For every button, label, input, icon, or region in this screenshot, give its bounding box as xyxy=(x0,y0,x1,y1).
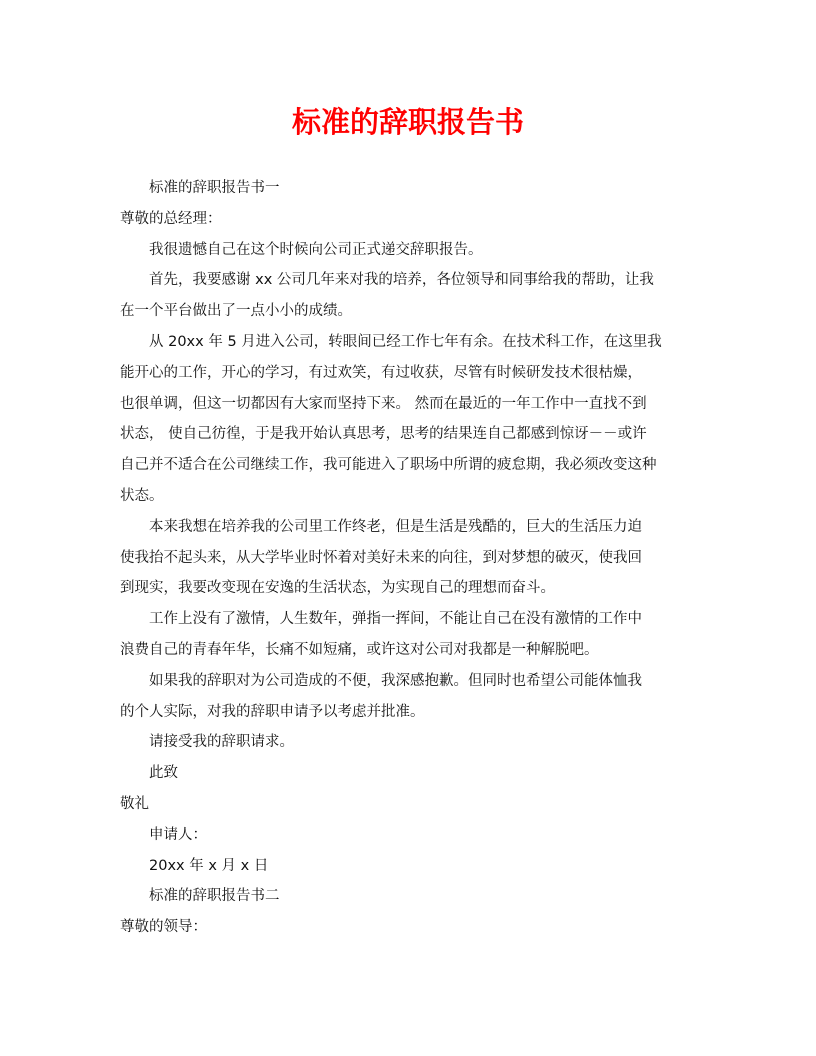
salutation-1: 尊敬的总经理： xyxy=(120,210,222,227)
date-line: 20xx 年 x 月 x 日 xyxy=(149,857,269,874)
paragraph-6 xyxy=(120,666,700,728)
paragraph-4 xyxy=(120,512,700,604)
paragraph-line: 也很单调，但这一切都因有大家而坚持下来。 然而在最近的一年工作中一直找不到 xyxy=(120,395,647,412)
paragraph-line: 能开心的工作，开心的学习，有过欢笑，有过收获，尽管有时候研发技术很枯燥， xyxy=(120,364,642,381)
paragraph-line: 自己并不适合在公司继续工作，我可能进入了职场中所谓的疲怠期，我必须改变这种 xyxy=(120,457,657,474)
paragraph-line: 在一个平台做出了一点小小的成绩。 xyxy=(120,303,352,320)
section-heading-2: 标准的辞职报告书二 xyxy=(149,888,280,905)
document-body xyxy=(120,173,700,943)
paragraph-line: 工作上没有了激情，人生数年，弹指一挥间，不能让自己在没有激情的工作中 xyxy=(149,611,642,628)
applicant-label: 申请人： xyxy=(149,826,207,843)
section-heading-1: 标准的辞职报告书一 xyxy=(149,180,280,196)
paragraph-line: 状态， 使自己彷徨，于是我开始认真思考，思考的结果连自己都感到惊讶－－或许 xyxy=(120,426,647,443)
paragraph-7: 请接受我的辞职请求。 xyxy=(149,734,294,751)
paragraph-3 xyxy=(120,327,700,512)
paragraph-line: 使我抬不起头来，从大学毕业时怀着对美好未来的向往，到对梦想的破灭，使我回 xyxy=(120,549,642,566)
closing-phrase: 此致 xyxy=(149,765,178,782)
paragraph-line: 状态。 xyxy=(120,487,164,504)
paragraph-line: 本来我想在培养我的公司里工作终老，但是生活是残酷的，巨大的生活压力迫 xyxy=(149,518,642,535)
document-title: 标准的辞职报告书 xyxy=(291,105,524,139)
paragraph-line: 从 20xx 年 5 月进入公司，转眼间已经工作七年有余。在技术科工作，在这里我 xyxy=(149,333,662,350)
paragraph-line: 首先，我要感谢 xx 公司几年来对我的培养，各位领导和同事给我的帮助，让我 xyxy=(149,272,654,289)
paragraph-line: 如果我的辞职对为公司造成的不便，我深感抱歉。但同时也希望公司能体恤我 xyxy=(149,672,642,689)
paragraph-line: 到现实，我要改变现在安逸的生活状态，为实现自己的理想而奋斗。 xyxy=(120,580,555,597)
paragraph-line: 浪费自己的青春年华，长痛不如短痛，或许这对公司对我都是一种解脱吧。 xyxy=(120,641,599,658)
paragraph-line: 的个人实际，对我的辞职申请予以考虑并批准。 xyxy=(120,703,425,720)
closing-salute: 敬礼 xyxy=(120,795,149,812)
paragraph-2 xyxy=(120,265,700,327)
salutation-2: 尊敬的领导： xyxy=(120,919,207,936)
paragraph-5 xyxy=(120,604,700,666)
paragraph-1: 我很遗憾自己在这个时候向公司正式递交辞职报告。 xyxy=(149,241,483,258)
